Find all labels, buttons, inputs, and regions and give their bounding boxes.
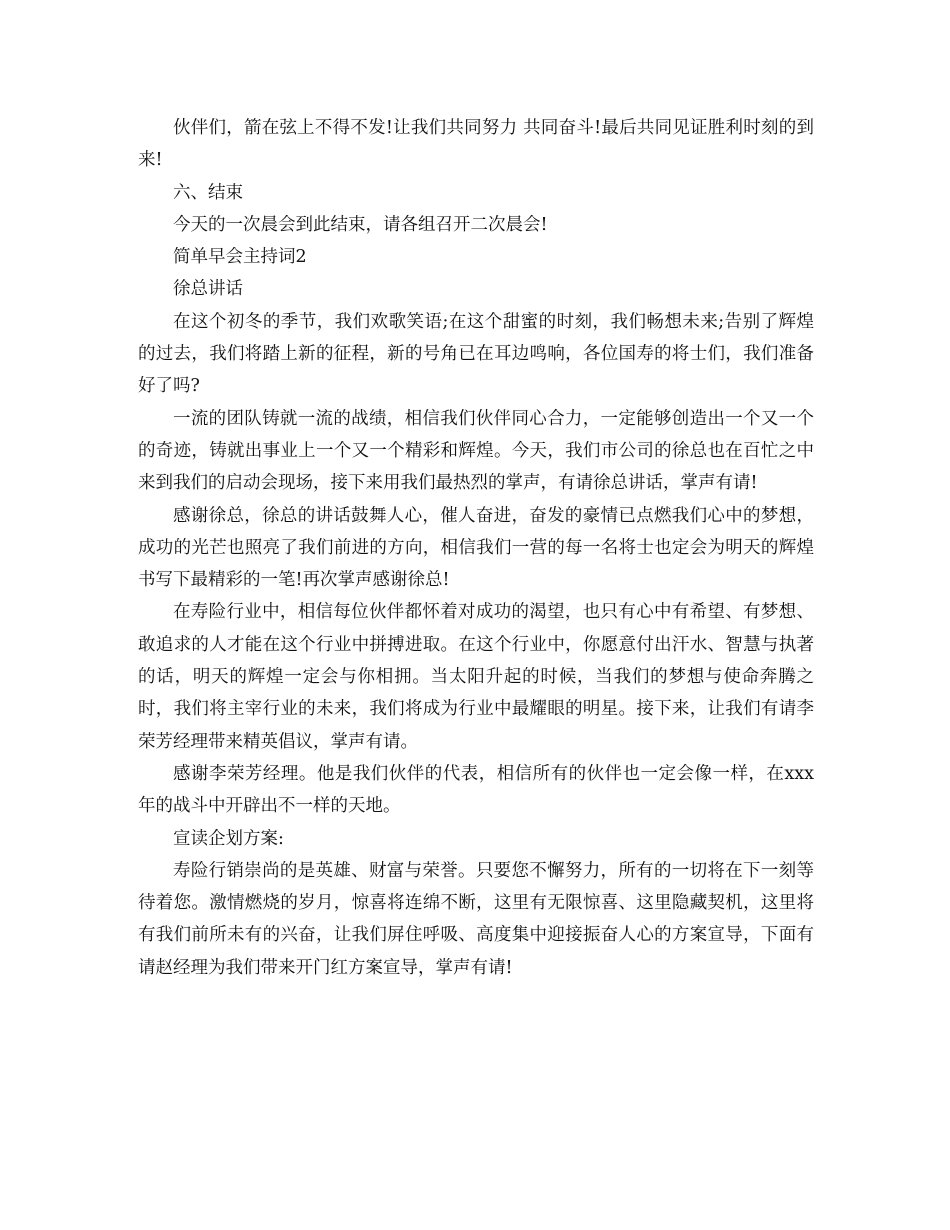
paragraph: 今天的一次晨会到此结束，请各组召开二次晨会!: [173, 214, 548, 235]
paragraph: 一流的团队铸就一流的战绩，相信我们伙伴同心合力，一定能够创造出一个又一个的奇迹，铸就出事业上一个又一个精彩和辉煌。今天，我们市公司的徐总也在百忙之中来到我们的启动会现场，接下来用我们最热烈的掌声，有请徐总讲话，掌声有请!: [138, 408, 814, 494]
section-heading: 简单早会主持词2: [173, 247, 307, 268]
section-heading: 六、结束: [173, 182, 243, 203]
paragraph: 感谢徐总，徐总的讲话鼓舞人心，催人奋进，奋发的豪情已点燃我们心中的梦想，成功的光芒也照亮了我们前进的方向，相信我们一营的每一名将士也定会为明天的辉煌书写下最精彩的一笔!再次掌声感谢徐总!: [138, 505, 814, 591]
paragraph: 伙伴们，箭在弦上不得不发!让我们共同努力 共同奋斗!最后共同见证胜利时刻的到来!: [138, 118, 814, 171]
section-heading: 徐总讲话: [173, 279, 243, 300]
paragraph: 寿险行销崇尚的是英雄、财富与荣誉。只要您不懈努力，所有的一切将在下一刻等待着您。激情燃烧的岁月，惊喜将连绵不断，这里有无限惊喜、这里隐藏契机，这里将有我们前所未有的兴奋，让我们屏住呼吸、高度集中迎接振奋人心的方案宣导，下面有请赵经理为我们带来开门红方案宣导，掌声有请!: [138, 860, 814, 978]
section-heading: 宣读企划方案:: [173, 828, 284, 849]
paragraph: 在寿险行业中，相信每位伙伴都怀着对成功的渴望，也只有心中有希望、有梦想、敢追求的人才能在这个行业中拼搏进取。在这个行业中，你愿意付出汗水、智慧与执著的话，明天的辉煌一定会与你相拥。当太阳升起的时候，当我们的梦想与使命奔腾之时，我们将主宰行业的未来，我们将成为行业中最耀眼的明星。接下来，让我们有请李荣芳经理带来精英倡议，掌声有请。: [138, 602, 814, 752]
paragraph: 感谢李荣芳经理。他是我们伙伴的代表，相信所有的伙伴也一定会像一样，在xxx年的战斗中开辟出不一样的天地。: [138, 763, 814, 817]
document-body: [138, 112, 814, 984]
paragraph: 在这个初冬的季节，我们欢歌笑语;在这个甜蜜的时刻，我们畅想未来;告别了辉煌的过去，我们将踏上新的征程，新的号角已在耳边鸣响，各位国寿的将士们，我们准备好了吗?: [138, 311, 814, 397]
